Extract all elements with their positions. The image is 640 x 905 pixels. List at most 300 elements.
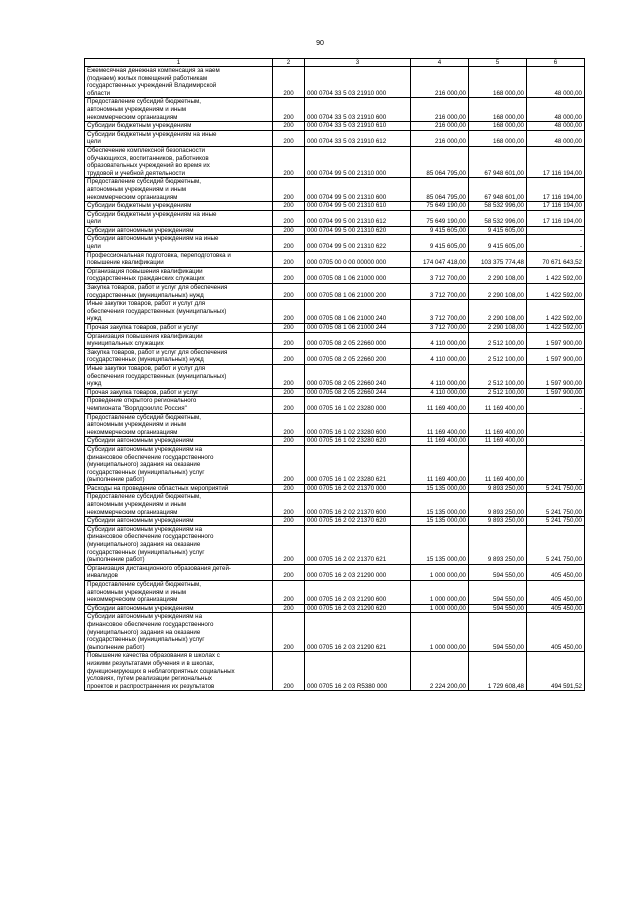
row-executed: 58 532 996,00 [469,202,527,211]
row-executed: 594 550,00 [469,604,527,613]
row-classification: 000 0705 08 1 06 21000 240 [305,300,411,324]
row-classification: 000 0705 16 2 02 21370 600 [305,493,411,517]
row-name-line: цели [87,243,101,251]
row-code: 200 [273,235,305,251]
page-number: 90 [316,40,324,47]
row-executed: 103 375 774,48 [469,251,527,267]
row-approved: 4 110 000,00 [411,332,469,348]
row-classification: 000 0704 33 5 03 21910 000 [305,67,411,98]
table-row [85,413,585,437]
row-name-line: государственных (муниципальных) услуг [87,548,205,556]
header-cell: 4 [411,59,469,67]
row-classification: 000 0704 33 5 03 21910 600 [305,98,411,122]
row-name [85,388,273,397]
row-executed: 9 893 250,00 [469,517,527,526]
row-approved: 15 135 000,00 [411,493,469,517]
row-code: 200 [273,324,305,333]
row-remaining: - [527,445,585,484]
row-classification: 000 0705 16 1 02 23280 600 [305,413,411,437]
row-name-line: низкими результатами обучения и в школах, [87,659,215,667]
row-classification: 000 0705 16 1 02 23280 000 [305,397,411,413]
row-code: 200 [273,67,305,98]
row-approved: 85 064 795,00 [411,146,469,177]
table-row [85,652,585,691]
row-code: 200 [273,581,305,605]
row-executed: 594 550,00 [469,613,527,652]
row-code: 200 [273,517,305,526]
row-name [85,493,273,517]
row-executed: 67 948 601,00 [469,178,527,202]
row-remaining: - [527,226,585,235]
row-executed: 11 169 400,00 [469,397,527,413]
row-name [85,348,273,364]
row-executed: 9 415 605,00 [469,235,527,251]
row-approved: 3 712 700,00 [411,324,469,333]
table-row [85,122,585,131]
row-name-line: образовательных учреждений во время их [87,162,210,170]
row-name-line: Субсидии бюджетным учреждениям [87,202,192,210]
row-code: 200 [273,613,305,652]
row-code: 200 [273,493,305,517]
row-executed: 9 893 250,00 [469,525,527,564]
row-name-line: Проведение открытого регионального [87,397,197,405]
row-approved: 1 000 000,00 [411,604,469,613]
row-name-line: государственных учреждений Владимирской [87,82,217,90]
row-executed: 1 729 608,48 [469,652,527,691]
row-name [85,130,273,146]
row-name-line: некоммерческим организациям [87,596,178,604]
row-name-line: государственных (муниципальных) услуг [87,636,205,644]
row-name [85,251,273,267]
row-approved: 216 000,00 [411,98,469,122]
row-name-line: инвалидов [87,572,118,580]
row-classification: 000 0705 16 2 03 21290 600 [305,581,411,605]
row-name-line: повышение квалификации [87,259,164,267]
row-code: 200 [273,525,305,564]
row-classification: 000 0705 00 0 00 00000 000 [305,251,411,267]
row-classification: 000 0705 16 2 02 21370 621 [305,525,411,564]
row-remaining: 17 116 194,00 [527,202,585,211]
row-name-line: Организация дистанционного образования детей- [87,564,231,572]
row-code: 200 [273,98,305,122]
row-remaining: - [527,397,585,413]
row-name-line: Прочая закупка товаров, работ и услуг [87,388,199,396]
header-cell: 1 [85,59,273,67]
row-executed: 2 290 108,00 [469,300,527,324]
row-name-line: Субсидии автономным учреждениям на [87,525,203,533]
row-classification: 000 0705 08 2 05 22660 240 [305,364,411,388]
row-name-line: Субсидии автономным учреждениям [87,437,194,445]
row-name-line: Предоставление субсидий бюджетным, [87,581,202,588]
row-name-line: чемпионата "Ворлдскиллс Россия" [87,404,187,412]
table-row [85,388,585,397]
row-remaining: - [527,235,585,251]
table-row [85,493,585,517]
row-classification: 000 0704 33 5 03 21910 610 [305,122,411,131]
row-approved: 1 000 000,00 [411,581,469,605]
row-approved: 216 000,00 [411,122,469,131]
row-name-line: финансовое обеспечение государственного [87,533,214,541]
row-remaining: 1 422 592,00 [527,267,585,283]
row-remaining: 5 241 750,00 [527,525,585,564]
row-name-line: Расходы на проведение областных мероприятий [87,484,229,492]
row-code: 200 [273,122,305,131]
header-cell: 5 [469,59,527,67]
row-approved: 1 000 000,00 [411,564,469,580]
row-classification: 000 0705 16 2 03 21290 620 [305,604,411,613]
row-name [85,235,273,251]
table-row [85,67,585,98]
row-name-line: государственных (муниципальных) нужд [87,291,204,299]
row-code: 200 [273,284,305,300]
row-name-line: цели [87,218,101,226]
row-name-line: автономным учреждениям и иным [87,105,187,113]
row-executed: 168 000,00 [469,98,527,122]
row-executed: 67 948 601,00 [469,146,527,177]
row-remaining: 1 597 900,00 [527,364,585,388]
row-classification: 000 0705 16 1 02 23280 621 [305,445,411,484]
table-row [85,226,585,235]
row-approved: 4 110 000,00 [411,388,469,397]
row-code: 200 [273,437,305,446]
row-classification: 000 0705 16 2 03 R5380 000 [305,652,411,691]
row-approved: 11 169 400,00 [411,445,469,484]
row-name [85,613,273,652]
row-remaining: 405 450,00 [527,581,585,605]
row-name-line: (муниципального) задания на оказание [87,628,201,636]
row-name [85,226,273,235]
row-code: 200 [273,388,305,397]
row-approved: 3 712 700,00 [411,267,469,283]
row-name [85,517,273,526]
row-classification: 000 0705 16 2 02 21370 000 [305,484,411,493]
row-remaining: 48 000,00 [527,67,585,98]
row-name [85,652,273,691]
row-name-line: Прочая закупка товаров, работ и услуг [87,324,199,331]
row-classification: 000 0705 16 2 03 21290 621 [305,613,411,652]
table-row [85,437,585,446]
row-code: 200 [273,413,305,437]
row-executed: 9 893 250,00 [469,493,527,517]
table-row [85,348,585,364]
row-name-line: (муниципального) задания на оказание [87,461,201,469]
row-name-line: обучающихся, воспитанников, работников [87,154,209,162]
header-cell: 3 [305,59,411,67]
row-name-line: Организация повышения квалификации [87,267,203,275]
row-name [85,564,273,580]
row-remaining: 17 116 194,00 [527,146,585,177]
row-approved: 3 712 700,00 [411,284,469,300]
row-name-line: Ежемесячная денежная компенсация за наем [87,67,220,74]
row-name-line: условиях, путем реализации региональных [87,675,213,683]
header-cell: 6 [527,59,585,67]
row-code: 200 [273,300,305,324]
table-row [85,300,585,324]
row-classification: 000 0705 08 1 06 21000 200 [305,284,411,300]
row-executed: 2 290 108,00 [469,267,527,283]
row-code: 200 [273,146,305,177]
row-name-line: Иные закупки товаров, работ и услуг для [87,300,206,308]
row-approved: 3 712 700,00 [411,300,469,324]
row-name-line: Закупка товаров, работ и услуг для обеспечения [87,284,228,292]
row-code: 200 [273,445,305,484]
row-executed: 9 893 250,00 [469,484,527,493]
table-row [85,484,585,493]
row-approved: 15 135 000,00 [411,484,469,493]
row-name-line: некоммерческим организациям [87,428,178,436]
row-name-line: обеспечения государственных (муниципальных) [87,307,227,315]
row-remaining: - [527,437,585,446]
row-code: 200 [273,251,305,267]
row-name-line: Иные закупки товаров, работ и услуг для [87,364,206,372]
row-classification: 000 0704 99 5 00 21310 622 [305,235,411,251]
row-name-line: автономным учреждениям и иным [87,501,187,509]
row-name-line: функционирующих в неблагоприятных социальных [87,667,235,675]
budget-table [84,58,585,691]
table-row [85,525,585,564]
table-row [85,581,585,605]
row-executed: 168 000,00 [469,122,527,131]
row-name-line: обеспечения государственных (муниципальных) [87,372,227,380]
row-name-line: Предоставление субсидий бюджетным, [87,98,202,106]
row-classification: 000 0705 08 1 06 21000 244 [305,324,411,333]
row-name-line: Субсидии бюджетным учреждениям на иные [87,210,217,218]
row-remaining: 5 241 750,00 [527,517,585,526]
row-executed: 11 169 400,00 [469,437,527,446]
row-executed: 2 512 100,00 [469,388,527,397]
row-classification: 000 0704 99 5 00 21310 610 [305,202,411,211]
row-name-line: некоммерческим организациям [87,193,178,201]
row-name-line: (поднаем) жилых помещений работникам [87,74,208,82]
row-remaining: 70 671 643,52 [527,251,585,267]
row-executed: 11 169 400,00 [469,413,527,437]
row-remaining: 5 241 750,00 [527,484,585,493]
row-classification: 000 0705 08 2 05 22660 200 [305,348,411,364]
row-code: 200 [273,348,305,364]
row-name [85,178,273,202]
row-name-line: Субсидии автономным учреждениям [87,517,194,525]
row-name-line: Предоставление субсидий бюджетным, [87,413,202,421]
row-name [85,324,273,333]
row-remaining: 1 422 592,00 [527,300,585,324]
row-name-line: цели [87,138,101,146]
row-classification: 000 0705 08 2 05 22660 000 [305,332,411,348]
row-approved: 1 000 000,00 [411,613,469,652]
table-row [85,178,585,202]
row-name [85,122,273,131]
row-code: 200 [273,178,305,202]
row-code: 200 [273,226,305,235]
row-name-line: Организация повышения квалификации [87,332,203,340]
row-remaining: 1 422 592,00 [527,284,585,300]
row-name-line: Обеспечение комплексной безопасности [87,146,205,154]
row-name [85,364,273,388]
row-name [85,604,273,613]
row-name [85,284,273,300]
row-executed: 2 512 100,00 [469,348,527,364]
table-row [85,267,585,283]
row-classification: 000 0705 16 2 03 21290 000 [305,564,411,580]
row-name-line: автономным учреждениям и иным [87,421,187,429]
row-remaining: - [527,413,585,437]
row-code: 200 [273,564,305,580]
row-classification: 000 0705 08 1 06 21000 000 [305,267,411,283]
row-remaining: 17 116 194,00 [527,178,585,202]
row-executed: 58 532 996,00 [469,210,527,226]
row-approved: 75 649 190,00 [411,210,469,226]
row-remaining: 48 000,00 [527,130,585,146]
table-row [85,604,585,613]
table-row [85,251,585,267]
row-code: 200 [273,130,305,146]
row-executed: 2 512 100,00 [469,364,527,388]
row-approved: 174 047 418,00 [411,251,469,267]
row-name-line: финансовое обеспечение государственного [87,453,214,461]
row-remaining: 5 241 750,00 [527,493,585,517]
row-remaining: 405 450,00 [527,604,585,613]
row-name-line: государственных гражданских служащих [87,275,205,283]
row-approved: 216 000,00 [411,67,469,98]
row-executed: 594 550,00 [469,564,527,580]
row-name [85,581,273,605]
row-name-line: Предоставление субсидий бюджетным, [87,493,202,501]
row-name [85,397,273,413]
row-name-line: Закупка товаров, работ и услуг для обеспечения [87,348,228,356]
row-code: 200 [273,604,305,613]
row-classification: 000 0705 08 2 05 22660 244 [305,388,411,397]
row-name-line: (выполнение работ) [87,643,145,651]
row-approved: 216 000,00 [411,130,469,146]
table-row [85,202,585,211]
row-name [85,525,273,564]
row-name [85,98,273,122]
row-classification: 000 0705 16 1 02 23280 620 [305,437,411,446]
row-executed: 2 290 108,00 [469,324,527,333]
row-name-line: Субсидии автономным учреждениям на [87,613,203,621]
row-name-line: Предоставление субсидий бюджетным, [87,178,202,186]
table-row [85,98,585,122]
row-code: 200 [273,332,305,348]
row-approved: 9 415 605,00 [411,235,469,251]
row-name-line: некоммерческим организациям [87,508,178,516]
table-row [85,146,585,177]
table-row [85,397,585,413]
row-name-line: области [87,89,111,97]
row-name-line: нужд [87,380,102,388]
table-row [85,613,585,652]
row-approved: 11 169 400,00 [411,397,469,413]
row-name-line: финансовое обеспечение государственного [87,620,214,628]
row-name [85,300,273,324]
row-approved: 4 110 000,00 [411,348,469,364]
row-name [85,484,273,493]
row-remaining: 48 000,00 [527,122,585,131]
row-executed: 2 512 100,00 [469,332,527,348]
row-code: 200 [273,364,305,388]
row-remaining: 494 591,52 [527,652,585,691]
row-name [85,332,273,348]
row-executed: 9 415 605,00 [469,226,527,235]
row-remaining: 405 450,00 [527,564,585,580]
row-classification: 000 0705 16 2 02 21370 620 [305,517,411,526]
row-code: 200 [273,397,305,413]
table-row [85,130,585,146]
table-row [85,517,585,526]
row-name-line: некоммерческим организациям [87,113,178,121]
row-name-line: Субсидии бюджетным учреждениям на иные [87,130,217,138]
row-classification: 000 0704 99 5 00 21310 612 [305,210,411,226]
row-name [85,67,273,98]
row-name [85,445,273,484]
row-name-line: государственных (муниципальных) нужд [87,356,204,364]
row-remaining: 1 597 900,00 [527,348,585,364]
row-name-line: (муниципального) задания на оказание [87,541,201,549]
table-row [85,332,585,348]
table-row [85,324,585,333]
row-name-line: Субсидии автономным учреждениям на иные [87,235,219,243]
header-cell: 2 [273,59,305,67]
row-name-line: (выполнение работ) [87,476,145,484]
row-name [85,146,273,177]
row-name [85,210,273,226]
row-executed: 11 169 400,00 [469,445,527,484]
row-approved: 85 064 795,00 [411,178,469,202]
row-name-line: автономным учреждениям и иным [87,588,187,596]
row-code: 200 [273,202,305,211]
row-name-line: трудовой и учебной деятельности [87,169,185,177]
row-name-line: Повышение качества образования в школах с [87,652,220,660]
row-executed: 168 000,00 [469,130,527,146]
row-remaining: 1 597 900,00 [527,388,585,397]
row-executed: 168 000,00 [469,67,527,98]
row-approved: 15 135 000,00 [411,525,469,564]
row-name-line: проектов и распространения их результатов [87,682,215,690]
row-executed: 2 290 108,00 [469,284,527,300]
row-approved: 2 224 200,00 [411,652,469,691]
row-code: 200 [273,484,305,493]
table-row [85,210,585,226]
row-approved: 9 415 605,00 [411,226,469,235]
row-name-line: Субсидии бюджетным учреждениям [87,122,192,130]
row-remaining: 405 450,00 [527,613,585,652]
row-approved: 75 649 190,00 [411,202,469,211]
table-row [85,364,585,388]
row-name-line: Субсидии автономным учреждениям на [87,445,203,453]
row-name [85,413,273,437]
row-approved: 11 169 400,00 [411,413,469,437]
row-code: 200 [273,210,305,226]
row-code: 200 [273,267,305,283]
table-row [85,235,585,251]
table-row [85,284,585,300]
row-classification: 000 0704 99 5 00 21310 600 [305,178,411,202]
row-classification: 000 0704 33 5 03 21910 612 [305,130,411,146]
row-name [85,437,273,446]
row-name-line: (выполнение работ) [87,556,145,564]
row-approved: 11 169 400,00 [411,437,469,446]
row-name-line: Субсидии автономным учреждениям [87,604,194,612]
row-approved: 15 135 000,00 [411,517,469,526]
row-name-line: Субсидии автономным учреждениям [87,226,194,234]
row-remaining: 1 597 900,00 [527,332,585,348]
row-remaining: 1 422 592,00 [527,324,585,333]
table-row [85,445,585,484]
row-name-line: автономным учреждениям и иным [87,185,187,193]
row-name [85,202,273,211]
row-executed: 594 550,00 [469,581,527,605]
row-remaining: 17 116 194,00 [527,210,585,226]
row-approved: 4 110 000,00 [411,364,469,388]
